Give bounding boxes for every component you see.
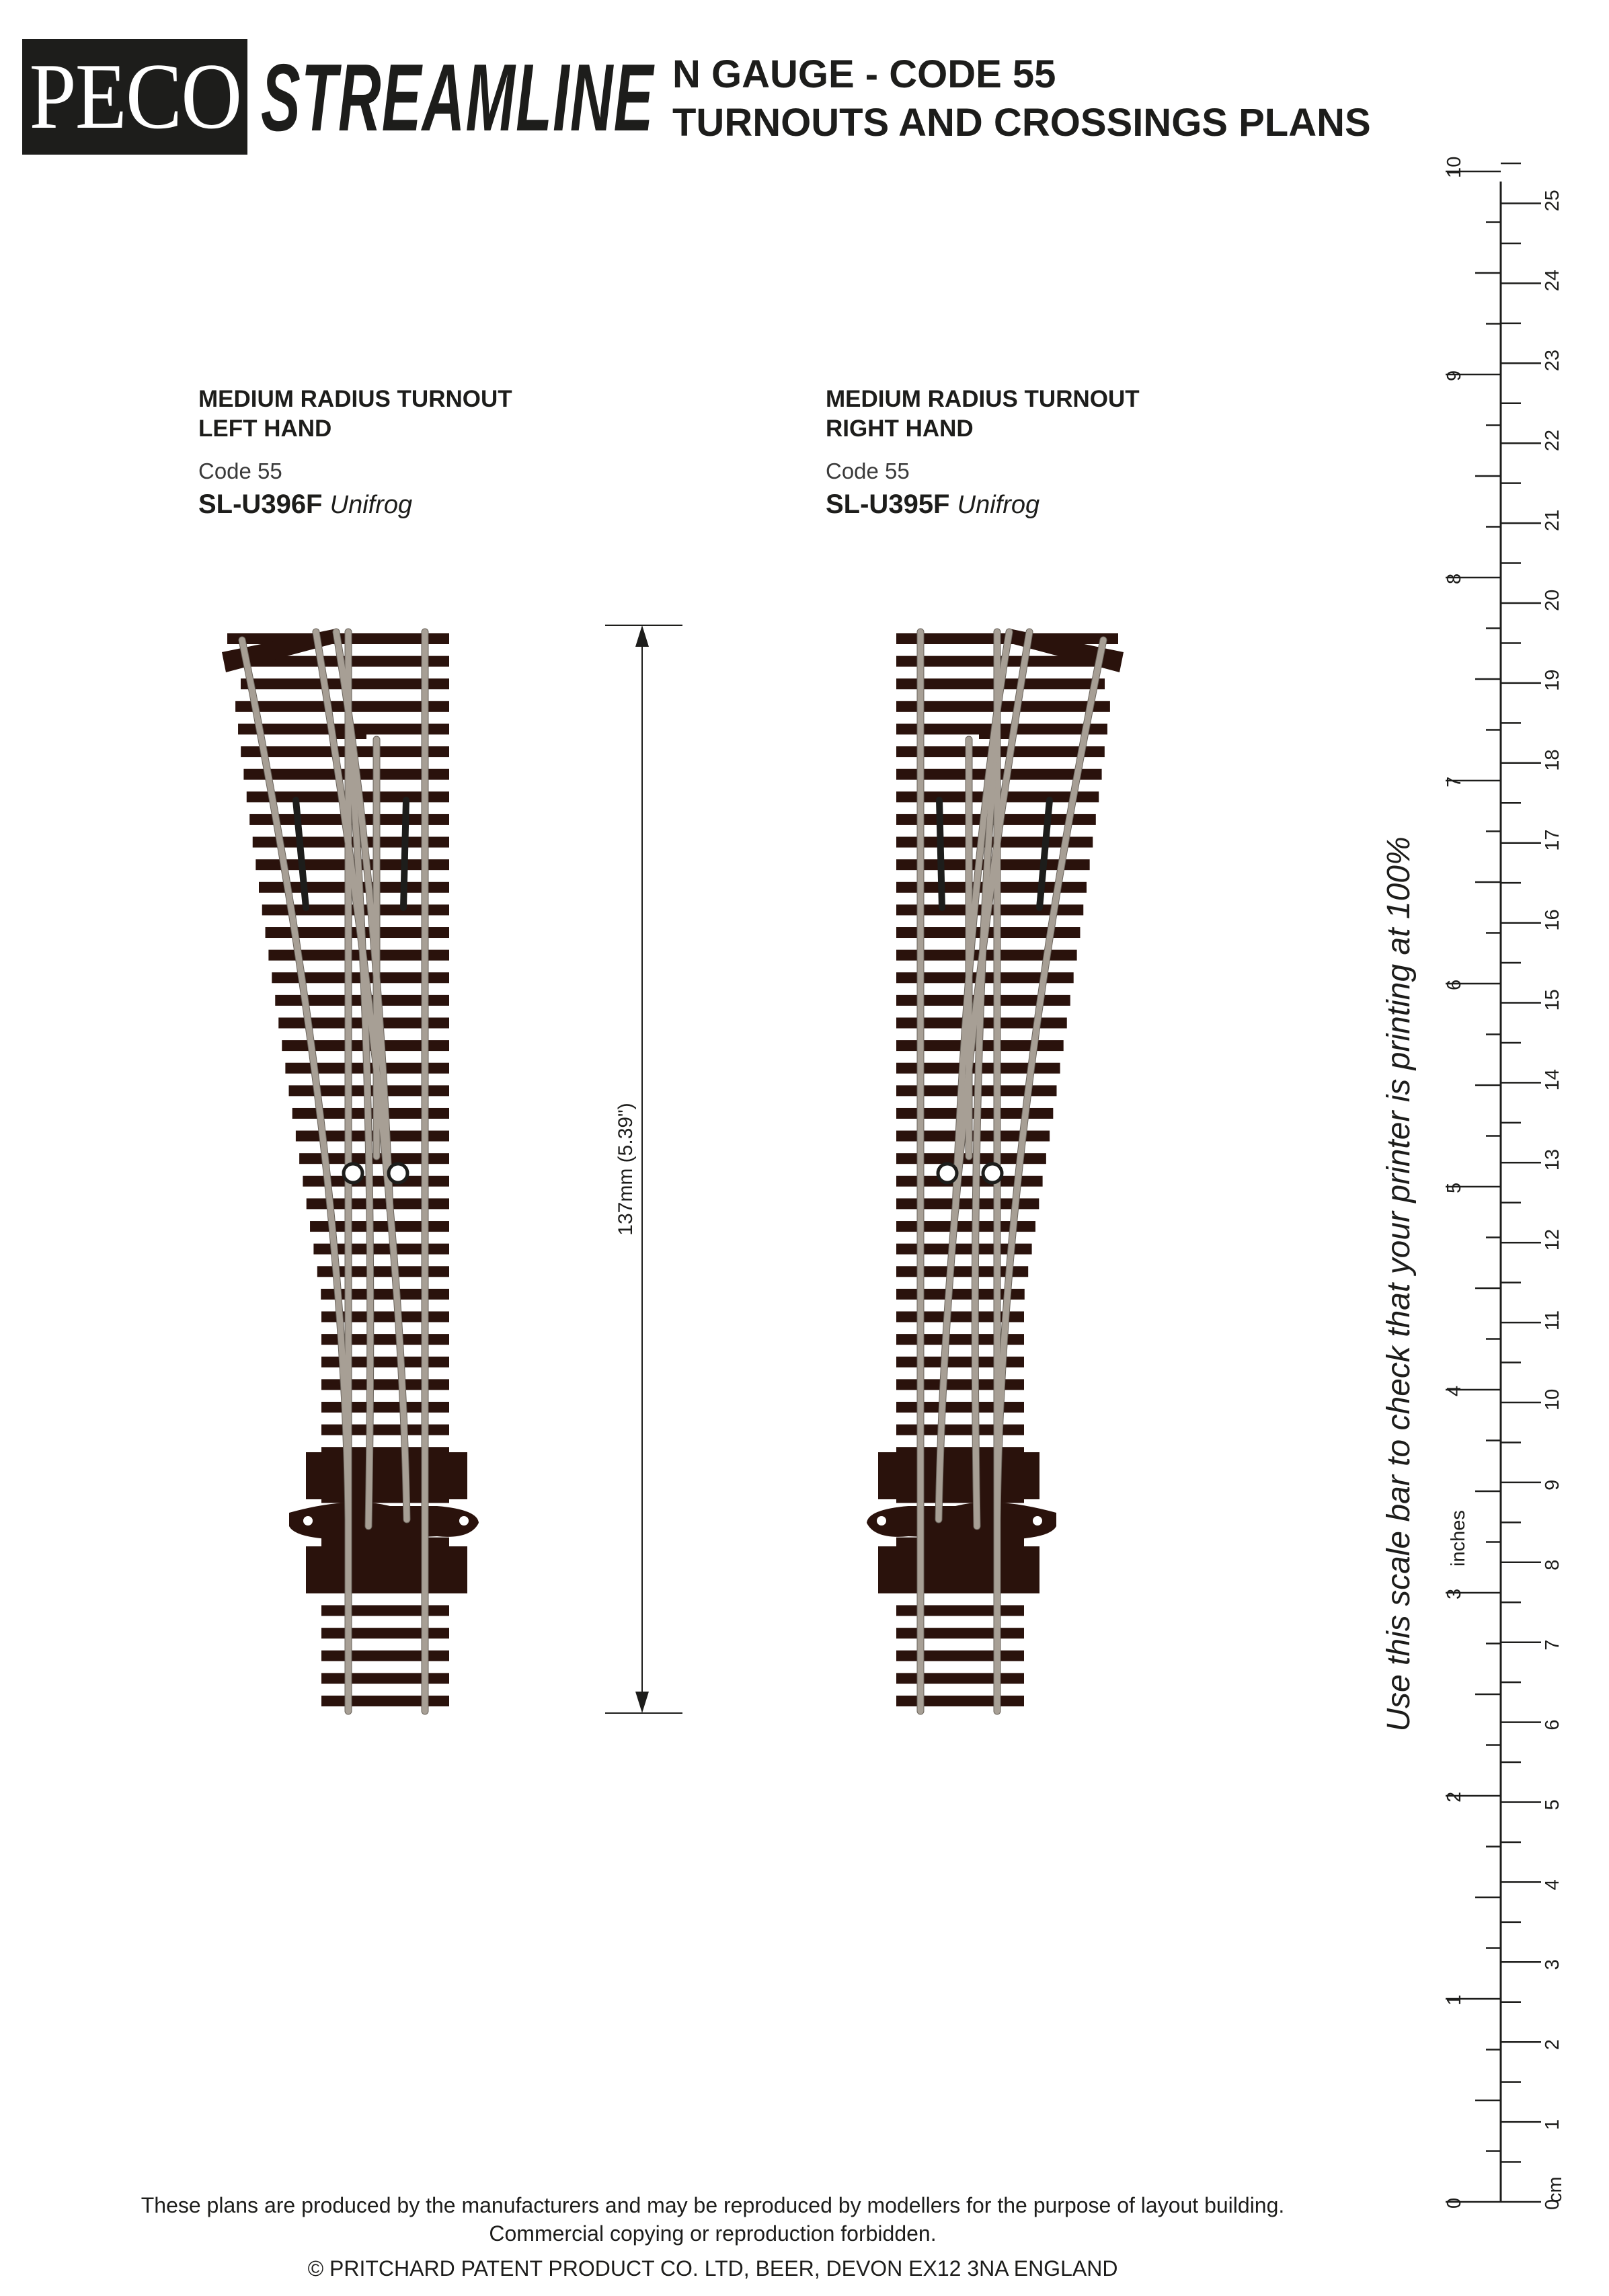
sleeper	[321, 1402, 449, 1413]
right-plan-frog: Unifrog	[957, 491, 1040, 519]
dimension-arrow-up	[635, 625, 649, 647]
sleeper	[321, 1628, 449, 1638]
inch-tick-label: 5	[1444, 1182, 1465, 1193]
rail-joiner	[938, 1164, 957, 1183]
right-plan-title-line2: RIGHT HAND	[826, 415, 974, 442]
left-plan-code-label: Code 55	[198, 459, 282, 483]
inch-tick-label: 9	[1444, 370, 1465, 381]
sleeper	[896, 1425, 1024, 1435]
cm-tick-label: 2	[1542, 2039, 1563, 2051]
cm-tick-label: 5	[1542, 1799, 1563, 1811]
left-plan-frog: Unifrog	[329, 491, 413, 519]
inch-tick-label: 0	[1444, 2197, 1465, 2209]
cm-tick-label: 9	[1542, 1479, 1563, 1491]
footer-copyright: © PRITCHARD PATENT PRODUCT CO. LTD, BEER, DEVON EX12 3NA ENGLAND	[307, 2256, 1118, 2281]
inch-tick-label: 2	[1444, 1791, 1465, 1803]
right-plan-code-number: SL-U395F	[826, 489, 950, 519]
sleeper	[896, 1606, 1024, 1616]
cm-tick-label: 8	[1542, 1559, 1563, 1571]
sleeper	[896, 701, 1110, 712]
pivot-hole	[1033, 1516, 1042, 1526]
tie-bar-lever	[289, 1502, 479, 1540]
inch-tick-label: 3	[1444, 1588, 1465, 1599]
inch-tick-label: 7	[1444, 776, 1465, 787]
pivot-hole	[459, 1516, 469, 1526]
page-title-line1: N GAUGE - CODE 55	[672, 52, 1056, 96]
inch-tick-label: 1	[1444, 1994, 1465, 2006]
cm-tick-label: 24	[1542, 270, 1563, 292]
scale-cm-unit: cm	[1544, 2176, 1566, 2203]
footer-line2: Commercial copying or reproduction forbidden.	[489, 2221, 937, 2246]
cm-tick-label: 23	[1542, 350, 1563, 372]
scale-bar	[1444, 157, 1563, 2210]
sleeper	[321, 1606, 449, 1616]
sleeper	[896, 1628, 1024, 1638]
rail-joiner	[983, 1164, 1002, 1183]
cm-tick-label: 25	[1542, 190, 1563, 212]
cm-tick-label: 10	[1542, 1388, 1563, 1411]
right-plan-code-label: Code 55	[826, 459, 910, 483]
sleeper	[896, 1696, 1024, 1706]
inch-tick-label: 6	[1444, 979, 1465, 990]
cm-tick-label: 21	[1542, 509, 1563, 532]
cm-tick-label: 3	[1542, 1959, 1563, 1971]
pivot-hole	[303, 1516, 313, 1526]
cm-tick-label: 13	[1542, 1149, 1563, 1171]
sleeper	[321, 1425, 449, 1435]
footer-line1: These plans are produced by the manufacturers and may be reproduced by modellers for the purpose of layout building.	[141, 2193, 1285, 2217]
cm-tick-label: 6	[1542, 1719, 1563, 1731]
sleeper	[235, 701, 449, 712]
pivot-hole	[877, 1516, 886, 1526]
cm-tick-label: 0	[1542, 2199, 1563, 2210]
cm-tick-label: 1	[1542, 2119, 1563, 2131]
sleeper	[896, 1651, 1024, 1661]
left-plan-title-line1: MEDIUM RADIUS TURNOUT	[198, 386, 512, 412]
cm-tick-label: 22	[1542, 429, 1563, 452]
sleeper	[896, 1673, 1024, 1684]
right-plan-title-line1: MEDIUM RADIUS TURNOUT	[826, 386, 1140, 412]
rail-joiner	[389, 1164, 407, 1183]
rail-joiner	[344, 1164, 362, 1183]
brand-line: STREAMLINE	[261, 44, 654, 151]
left-plan-code-number: SL-U396F	[198, 489, 323, 519]
left-plan-title-line2: LEFT HAND	[198, 415, 332, 442]
inch-tick-label: 8	[1444, 573, 1465, 584]
check-rail	[939, 800, 942, 908]
cm-tick-label: 20	[1542, 589, 1563, 611]
inch-tick-label: 10	[1444, 156, 1465, 178]
scale-bar-note: Use this scale bar to check that your printer is printing at 100%	[1381, 836, 1417, 1732]
dimension-label: 137mm (5.39")	[615, 1103, 637, 1236]
inch-tick-label: 4	[1444, 1385, 1465, 1396]
scale-inch-unit: inches	[1448, 1510, 1469, 1567]
cm-tick-label: 17	[1542, 829, 1563, 851]
sleeper	[896, 1402, 1024, 1413]
switch-block	[306, 1452, 467, 1499]
brand-name: PECO	[29, 44, 241, 149]
dimension-arrow-down	[635, 1692, 649, 1713]
cm-tick-label: 4	[1542, 1879, 1563, 1891]
cm-tick-label: 7	[1542, 1639, 1563, 1651]
cm-tick-label: 11	[1542, 1310, 1563, 1331]
switch-block	[878, 1452, 1039, 1499]
sleeper	[321, 1673, 449, 1684]
cm-tick-label: 19	[1542, 669, 1563, 691]
cm-tick-label: 18	[1542, 749, 1563, 771]
cm-tick-label: 14	[1542, 1069, 1563, 1091]
cm-tick-label: 16	[1542, 909, 1563, 931]
sleeper	[321, 1651, 449, 1661]
sleeper	[321, 1696, 449, 1706]
tie-bar-lever	[867, 1502, 1056, 1540]
cm-tick-label: 15	[1542, 989, 1563, 1011]
cm-tick-label: 12	[1542, 1228, 1563, 1251]
right-turnout-plan	[867, 629, 1124, 1711]
page-title-line2: TURNOUTS AND CROSSINGS PLANS	[672, 101, 1371, 145]
check-rail	[403, 800, 406, 908]
left-turnout-plan	[222, 629, 479, 1711]
